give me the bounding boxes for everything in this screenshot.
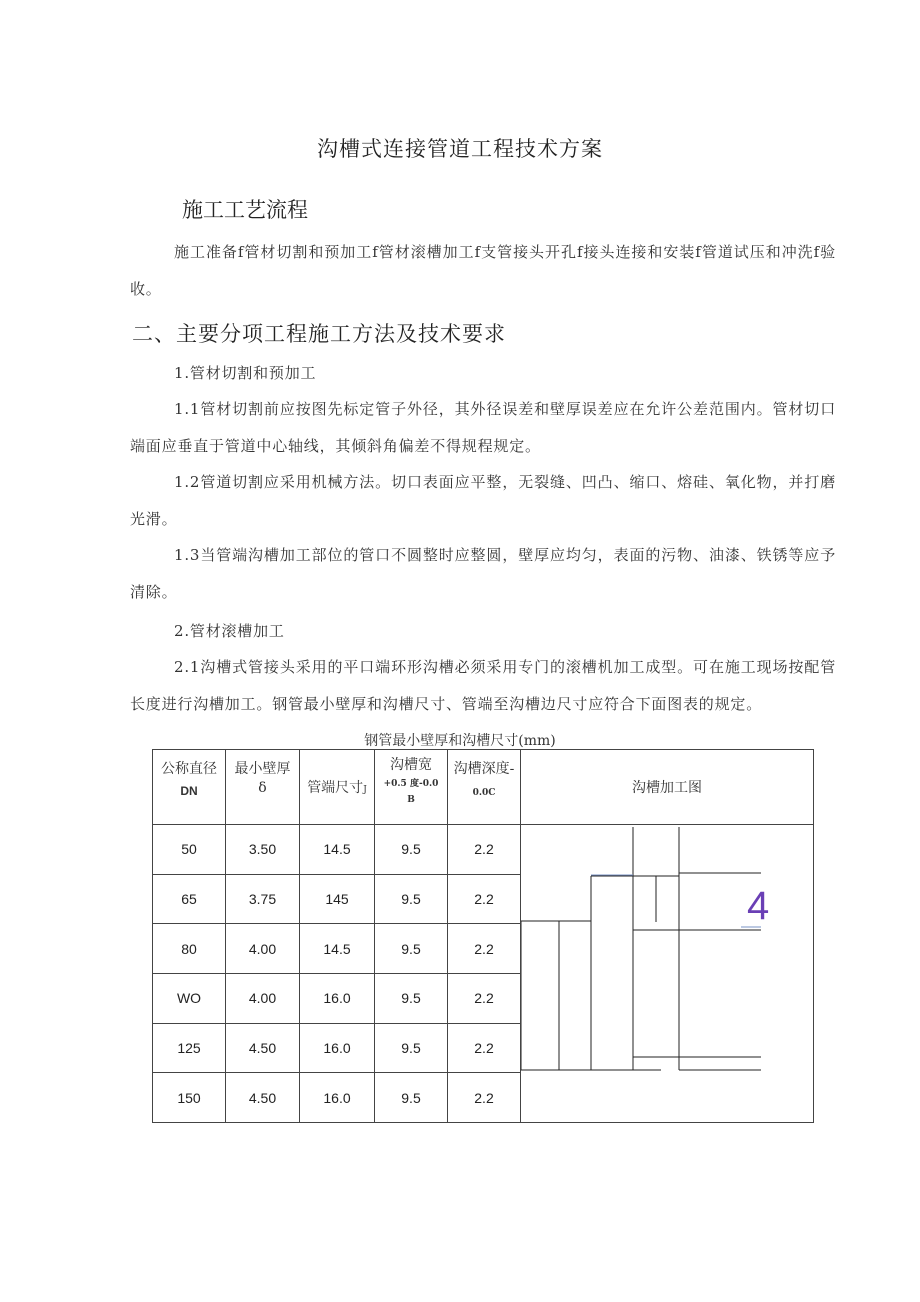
table-caption: 钢管最小壁厚和沟槽尺寸(mm) xyxy=(364,733,556,749)
drawing-symbol: 4 xyxy=(747,884,770,928)
groove-drawing-svg xyxy=(521,825,813,1122)
table-row: 150 4.50 16.0 9.5 2.2 xyxy=(153,1073,814,1123)
header-wall: 最小壁厚 δ xyxy=(226,750,300,825)
section1-heading: 施工工艺流程 xyxy=(182,198,308,222)
header-groove-depth: 沟槽深度- 0.0C xyxy=(448,750,521,825)
table-row: WO 4.00 16.0 9.5 2.2 xyxy=(153,973,814,1023)
section1-paragraph: 施工准备f管材切割和预加工f管材滚槽加工f支管接头开孔f接头连接和安装f管道试压和冲洗f验收。 xyxy=(130,243,836,298)
table-row: 125 4.50 16.0 9.5 2.2 xyxy=(153,1023,814,1073)
header-groove-width: 沟槽宽 +0.5 度-0.0 B xyxy=(375,750,448,825)
paragraph-2-1: 2.1沟槽式管接头采用的平口端环形沟槽必须采用专门的滚槽机加工成型。可在施工现场按配管长度进行沟槽加工。钢管最小壁厚和沟槽尺寸、管端至沟槽边尺寸应符合下面图表的规定。 xyxy=(130,658,836,713)
groove-spec-table xyxy=(152,749,814,1123)
subheading-cutting: 1.管材切割和预加工 xyxy=(174,364,317,382)
table-row: 50 3.50 14.5 9.5 2.2 4 xyxy=(153,825,814,875)
subheading-grooving: 2.管材滚槽加工 xyxy=(174,622,285,640)
paragraph-1-3: 1.3当管端沟槽加工部位的管口不圆整时应整圆，壁厚应均匀，表面的污物、油漆、铁锈等应予清除。 xyxy=(130,546,836,601)
groove-drawing xyxy=(521,825,814,1123)
header-dn: 公称直径 DN xyxy=(153,750,226,825)
table-header-row xyxy=(153,750,814,825)
header-drawing: 沟槽加工图 xyxy=(521,750,814,825)
paragraph-1-2: 1.2管道切割应采用机械方法。切口表面应平整，无裂缝、凹凸、缩口、熔硅、氧化物，并打磨光滑。 xyxy=(130,473,836,528)
table-row: 65 3.75 145 9.5 2.2 xyxy=(153,874,814,924)
header-end-size: 管端尺寸J xyxy=(300,750,375,825)
section2-heading: 二、主要分项工程施工方法及技术要求 xyxy=(132,322,506,346)
page-title: 沟槽式连接管道工程技术方案 xyxy=(317,137,603,161)
paragraph-1-1: 1.1管材切割前应按图先标定管子外径，其外径误差和壁厚误差应在允许公差范围内。管材切口端面应垂直于管道中心轴线，其倾斜角偏差不得规程规定。 xyxy=(130,400,836,455)
table-row: 80 4.00 14.5 9.5 2.2 xyxy=(153,924,814,974)
